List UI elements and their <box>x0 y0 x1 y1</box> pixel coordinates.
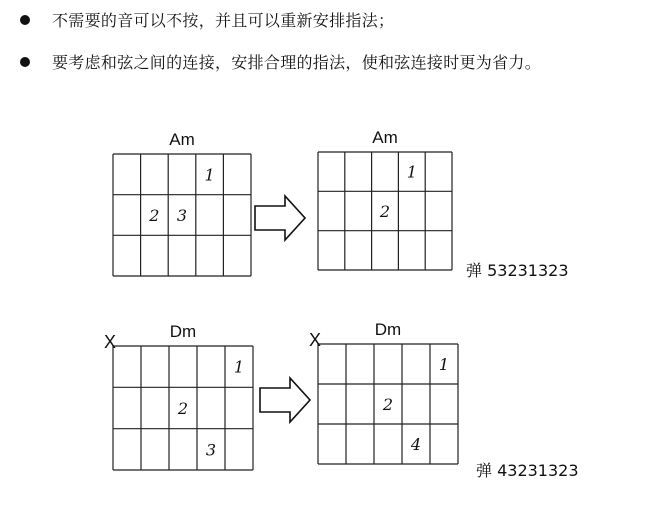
right-arrow-icon <box>255 196 305 240</box>
finger-number: 2 <box>177 399 189 418</box>
finger-number: 1 <box>406 162 417 182</box>
finger-number: 1 <box>233 357 245 377</box>
chord-label: Am <box>372 128 398 147</box>
finger-number: 2 <box>382 395 394 414</box>
finger-number: 1 <box>438 355 450 374</box>
right-arrow-icon <box>260 378 310 422</box>
muted-string-marker: X <box>103 332 117 352</box>
finger-number: 3 <box>176 206 188 225</box>
finger-number: 2 <box>379 202 391 221</box>
finger-number: 1 <box>204 165 215 185</box>
bullet-text: 要考虑和弦之间的连接，安排合理的指法，使和弦连接时更为省力。 <box>52 53 542 72</box>
finger-number: 2 <box>149 206 160 225</box>
play-pattern: 弹 53231323 <box>466 261 569 280</box>
play-pattern: 弹 43231323 <box>476 461 579 480</box>
bullet-text: 不需要的音可以不按，并且可以重新安排指法； <box>52 11 395 30</box>
chord-label: Dm <box>169 322 197 341</box>
finger-number: 3 <box>205 440 217 460</box>
chord-label: Dm <box>374 320 402 339</box>
muted-string-marker: X <box>308 330 322 350</box>
finger-number: 4 <box>410 435 422 454</box>
chord-label: Am <box>169 130 195 149</box>
